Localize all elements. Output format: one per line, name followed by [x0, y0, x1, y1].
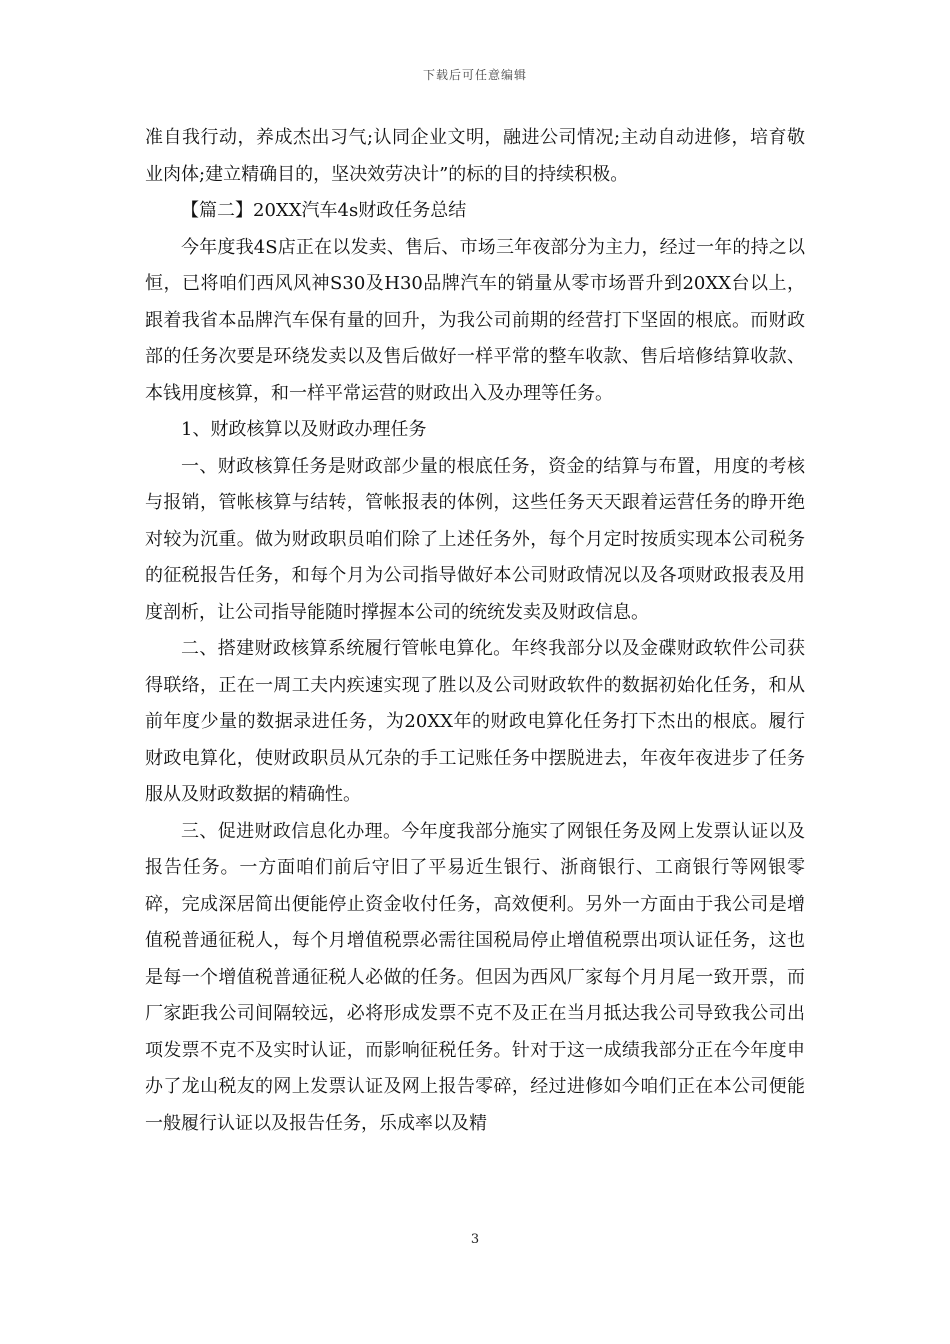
- page-header: 下载后可任意编辑: [422, 68, 527, 82]
- page-number: 3: [470, 1232, 480, 1247]
- section-heading: 【篇二】20XX汽车4s财政任务总结: [181, 200, 467, 221]
- paragraph-item-three: 三、促进财政信息化办理。今年度我部分施实了网银任务及网上发票认证以及报告任务。一方面咱们前后守旧了平易近生银行、浙商银行、工商银行等网银零碎，完成深居简出便能停止资金收付任务，高效便利。另外一方面由于我公司是增值税普通征税人，每个月增值税票必需往国税局停止增值税票出项认证任务，这也是每一个增值税普通征税人必做的任务。但因为西风厂家每个月月尾一致开票，而厂家距我公司间隔较远，必将形成发票不克不及正在当月抵达我公司导致我公司出项发票不克不及实时认证，而影响征税任务。针对于这一成绩我部分正在今年度申办了龙山税友的网上发票认证及网上报告零碎，经过进修如今咱们正在本公司便能一般履行认证以及报告任务，乐成率以及精: [145, 820, 805, 1134]
- paragraph-intro: 今年度我4S店正在以发卖、售后、市场三年夜部分为主力，经过一年的持之以恒，已将咱们西风风神S30及H30品牌汽车的销量从零市场晋升到20XX台以上，跟着我省本品牌汽车保有量的回升，为我公司前期的经营打下坚固的根底。而财政部的任务次要是环绕发卖以及售后做好一样平常的整车收款、售后培修结算收款、本钱用度核算，和一样平常运营的财政出入及办理等任务。: [145, 236, 805, 404]
- paragraph-item-one: 一、财政核算任务是财政部少量的根底任务，资金的结算与布置，用度的考核与报销，管帐核算与结转，管帐报表的体例，这些任务天天跟着运营任务的睁开绝对较为沉重。做为财政职员咱们除了上述任务外，每个月定时按质实现本公司税务的征税报告任务，和每个月为公司指导做好本公司财政情况以及各项财政报表及用度剖析，让公司指导能随时撑握本公司的统统发卖及财政信息。: [145, 455, 805, 623]
- document-body: [145, 120, 805, 1142]
- subsection-heading: 1、财政核算以及财政办理任务: [181, 419, 427, 440]
- paragraph-item-two: 二、搭建财政核算系统履行管帐电算化。年终我部分以及金碟财政软件公司获得联络，正在一周工夫内疾速实现了胜以及公司财政软件的数据初始化任务，和从前年度少量的数据录进任务，为20XX年的财政电算化任务打下杰出的根底。履行财政电算化，使财政职员从冗杂的手工记账任务中摆脱进去，年夜年夜进步了任务服从及财政数据的精确性。: [145, 638, 805, 805]
- paragraph-continuation: 准自我行动，养成杰出习气;认同企业文明，融进公司情况;主动自动进修，培育敬业肉体;建立精确目的，坚决效劳决计”的标的目的持续积极。: [145, 127, 805, 185]
